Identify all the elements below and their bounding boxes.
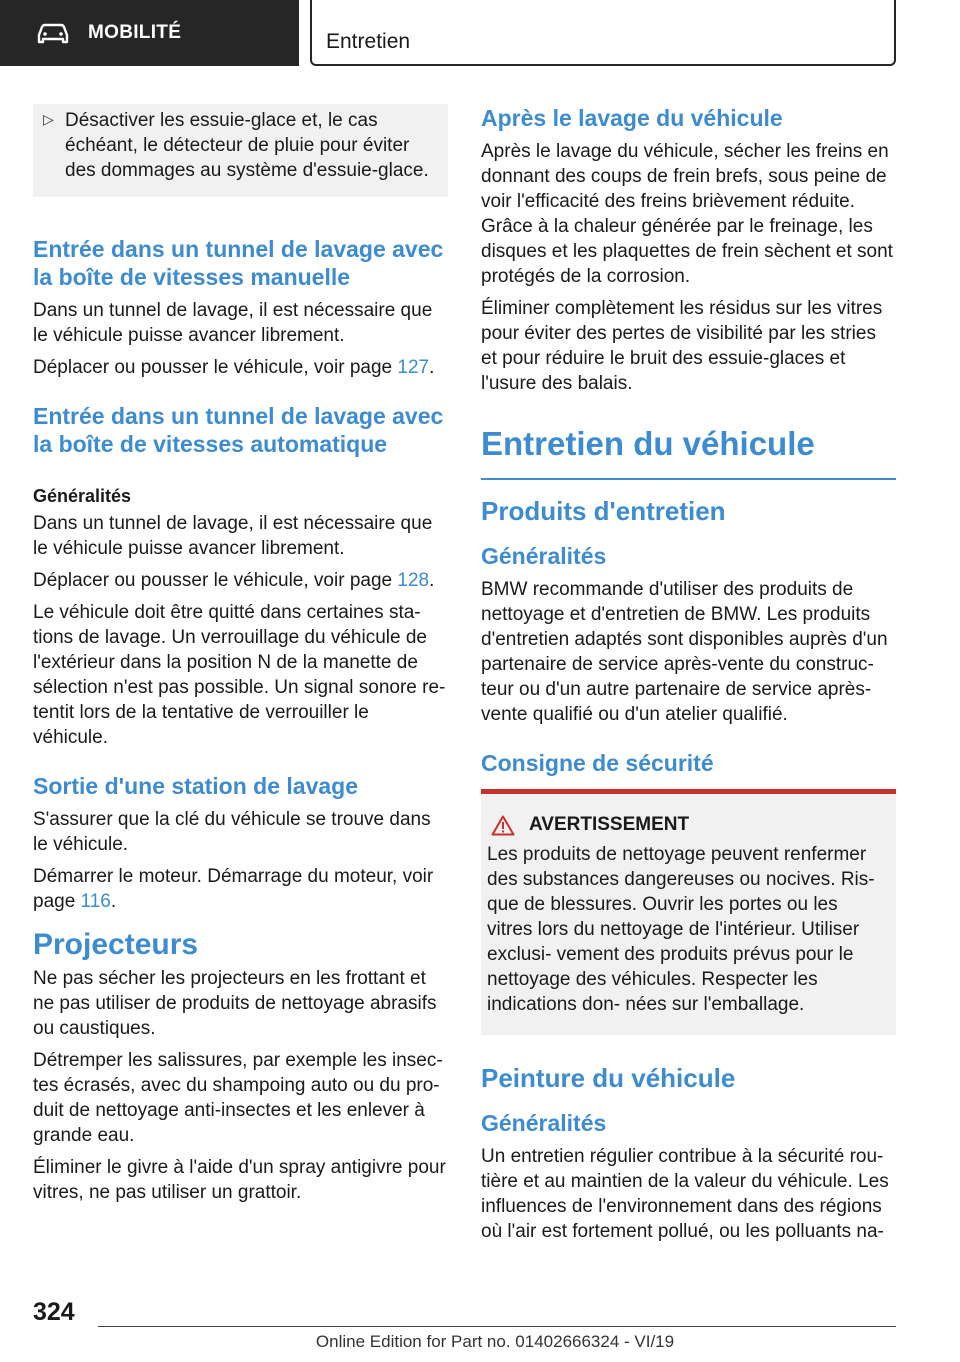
subheading-paint-general: Généralités xyxy=(481,1110,607,1136)
paint-paragraph-1: Un entretien régulier contribue à la sécurité rou- tière et au maintien de la valeur du véhicule. Les influences de l'environnement dans des régions où l'air est fortement pollué, ou les polluants na- xyxy=(481,1146,889,1242)
heading-automatic-gearbox: Entrée dans un tunnel de lavage avec la boîte de vitesses automatique xyxy=(33,403,444,457)
subheading-general: Généralités xyxy=(33,486,132,506)
headlights-paragraph-1: Ne pas sécher les projecteurs en les frottant et ne pas utiliser de produits de nettoyage abrasifs ou caustiques. xyxy=(33,968,437,1039)
heading-manual-gearbox: Entrée dans un tunnel de lavage avec la boîte de vitesses manuelle xyxy=(33,236,444,290)
heading-safety-note: Consigne de sécurité xyxy=(481,750,714,776)
subheading-products-general: Généralités xyxy=(481,543,607,569)
headlights-paragraph-3: Éliminer le givre à l'aide d'un spray antigivre pour vitres, ne pas utiliser un grattoir. xyxy=(33,1157,446,1203)
page-link-127[interactable]: 127 xyxy=(397,357,430,378)
footer-divider xyxy=(98,1326,896,1327)
warning-triangle-icon xyxy=(491,815,515,836)
exit-paragraph-1: S'assurer que la clé du véhicule se trouve dans le véhicule. xyxy=(33,809,431,855)
warning-header xyxy=(491,814,888,836)
after-paragraph-2: Éliminer complètement les résidus sur les vitres pour éviter des pertes de visibilité par les stries et pour réduire le bruit des essuie-glaces et l'usure des balais. xyxy=(481,298,883,394)
triangle-marker-icon: ▷ xyxy=(43,111,54,127)
manual-paragraph-1: Dans un tunnel de lavage, il est nécessaire que le véhicule puisse avancer librement. xyxy=(33,300,433,346)
headlights-paragraph-2: Détremper les salissures, par exemple les insec- tes écrasés, avec du shampoing auto ou du pro- duit de nettoyage anti-insectes et les enlever à grande eau. xyxy=(33,1050,443,1146)
page-link-128[interactable]: 128 xyxy=(397,570,430,591)
heading-paint: Peinture du véhicule xyxy=(481,1063,736,1093)
section-tab[interactable] xyxy=(310,0,896,66)
auto-paragraph-1: Dans un tunnel de lavage, il est nécessaire que le véhicule puisse avancer librement. xyxy=(33,513,433,559)
warning-text: Les produits de nettoyage peuvent renfermer des substances dangereuses ou nocives. Ris- que de blessures. Ouvrir les portes ou les vitres lors du nettoyage de l'intérieur. Utiliser exclusi- vement des produits prévus pour le nettoyage des véhicules. Respecter les indications don- nées sur l'emballage. xyxy=(487,844,875,1015)
chapter-title: Entretien du véhicule xyxy=(481,424,896,480)
exit-paragraph-2: Démarrer le moteur. Démarrage du moteur, voir page 116. xyxy=(33,866,434,912)
chapter-tab-label: MOBILITÉ xyxy=(88,22,182,43)
heading-care-products: Produits d'entretien xyxy=(481,496,726,526)
heading-after-wash: Après le lavage du véhicule xyxy=(481,105,783,131)
auto-paragraph-3: Le véhicule doit être quitté dans certaines sta- tions de lavage. Un verrouillage du véhicule de l'extérieur dans la position N de la manette de sélection n'est pas possible. Un signal sonore re- tentit lors de la tentative de verrouiller le véhicule. xyxy=(33,602,446,748)
warning-box xyxy=(481,789,896,1035)
footer-edition: Online Edition for Part no. 01402666324 - VI/19 xyxy=(315,1332,675,1351)
page-link-116[interactable]: 116 xyxy=(80,891,111,912)
heading-exit-wash: Sortie d'une station de lavage xyxy=(33,773,358,799)
note-text: Désactiver les essuie-glace et, le cas échéant, le détecteur de pluie pour éviter des dommages au système d'essuie-glace. xyxy=(65,110,429,181)
heading-headlights: Projecteurs xyxy=(33,928,199,961)
page-header xyxy=(0,0,960,66)
car-icon xyxy=(36,22,70,44)
auto-paragraph-2: Déplacer ou pousser le véhicule, voir page 128. xyxy=(33,570,435,591)
after-paragraph-1: Après le lavage du véhicule, sécher les freins en donnant des coups de frein brefs, sous peine de voir l'efficacité des freins brièvement réduite. Grâce à la chaleur générée par le freinage, les disques et les plaquettes de frein sèchent et sont protégés de la corrosion. xyxy=(481,141,893,287)
chapter-tab-mobilite[interactable] xyxy=(0,0,299,66)
products-paragraph-1: BMW recommande d'utiliser des produits de nettoyage et d'entretien de BMW. Les produits d'entretien adaptés sont disponibles auprès d'un partenaire de service après-vente du construc- teur ou d'un autre partenaire de service après- vente qualifié ou d'un atelier qualifié. xyxy=(481,579,888,725)
section-label: Entretien xyxy=(326,30,411,53)
warning-title: AVERTISSEMENT xyxy=(529,814,690,835)
note-box xyxy=(33,104,448,197)
page-number: 324 xyxy=(33,1298,75,1326)
right-column xyxy=(481,104,896,1251)
left-column xyxy=(33,104,448,1212)
manual-paragraph-2: Déplacer ou pousser le véhicule, voir page 127. xyxy=(33,357,435,378)
